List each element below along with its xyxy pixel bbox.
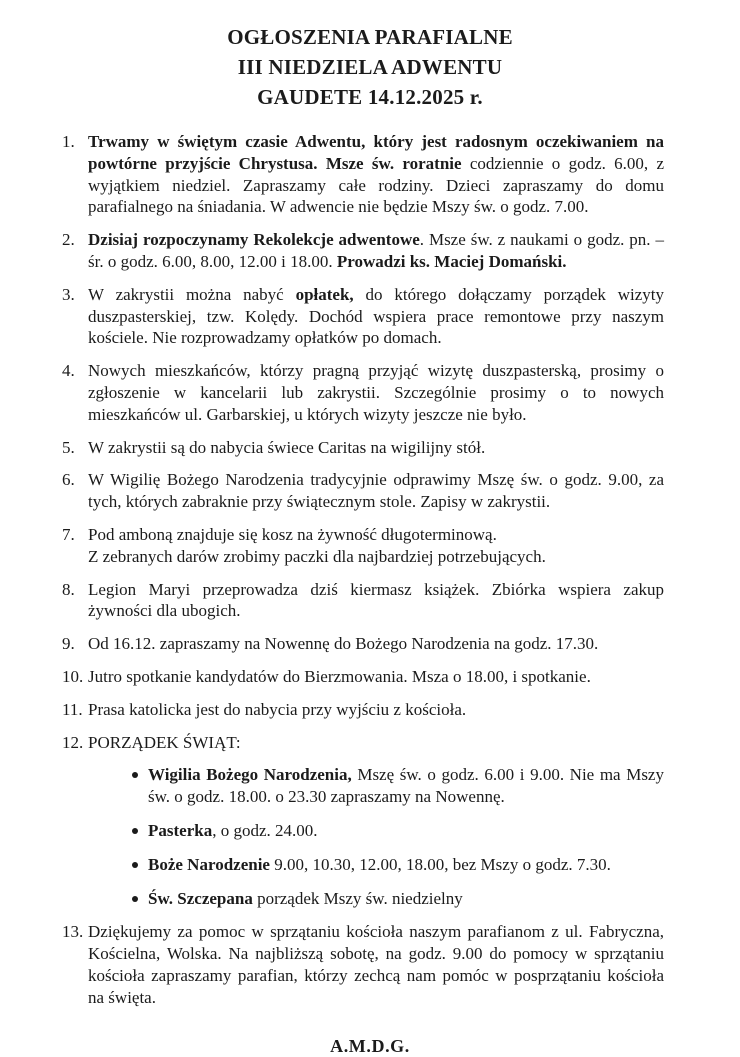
text-segment: Z zebranych darów zrobimy paczki dla najbardziej potrzebujących. xyxy=(88,546,546,566)
announcement-item xyxy=(62,699,664,721)
text-segment: Od 16.12. zapraszamy na Nowennę do Bożego Narodzenia na godz. 17.30. xyxy=(88,634,599,654)
text-segment: W zakrystii można nabyć xyxy=(88,284,296,304)
item-text xyxy=(88,579,664,623)
text-segment: Dziękujemy za pomoc w sprzątaniu kościoła naszym parafianom z ul. Fabryczna, Kościelna, Wolska. Na najbliższą sobotę, na godz. 9.00 do pomocy w sprzątaniu kościoła zapraszamy parafian, którzy zechcą nam pomóc w posprzątaniu kościoła na święta. xyxy=(88,922,664,1007)
text-segment-bold: Boże Narodzenie xyxy=(148,854,270,874)
announcement-item xyxy=(62,469,664,513)
item-number: 3. xyxy=(62,284,75,304)
item-number: 4. xyxy=(62,361,75,381)
announcement-item xyxy=(62,579,664,623)
item-number: 13. xyxy=(62,922,84,942)
bullet-dot-icon xyxy=(131,854,148,876)
item-number: 12. xyxy=(62,732,84,752)
item-number: 8. xyxy=(62,579,75,599)
announcement-list xyxy=(62,131,664,1009)
announcement-item xyxy=(62,437,664,459)
item-number: 9. xyxy=(62,634,75,654)
announcement-item xyxy=(62,732,664,754)
title-line-announcements: OGŁOSZENIA PARAFIALNE xyxy=(227,25,513,49)
footer-amdg: A.M.D.G. xyxy=(330,1035,410,1056)
announcement-item xyxy=(62,633,664,655)
item-number: 6. xyxy=(62,470,75,490)
text-segment: , o godz. 24.00. xyxy=(212,820,318,840)
text-segment: PORZĄDEK ŚWIĄT: xyxy=(88,732,241,752)
announcement-item xyxy=(62,921,664,1008)
item-text xyxy=(88,284,664,349)
holiday-schedule-bullet xyxy=(131,888,664,910)
document-title xyxy=(0,0,740,112)
text-segment: W Wigilię Bożego Narodzenia tradycyjnie odprawimy Mszę św. o godz. 9.00, za tych, których zabraknie przy świątecznym stole. Zapisy w zakrystii. xyxy=(88,470,664,512)
item-number: 5. xyxy=(62,437,75,457)
text-segment-bold: opłatek, xyxy=(295,284,354,304)
item-text xyxy=(88,131,664,218)
holiday-schedule-bullet xyxy=(131,820,664,842)
announcement-item xyxy=(62,284,664,349)
text-segment: W zakrystii są do nabycia świece Caritas na wigilijny stół. xyxy=(88,437,486,457)
announcement-item xyxy=(62,229,664,273)
item-number: 7. xyxy=(62,524,75,544)
text-segment: do którego dołączamy porządek wizyty duszpasterskiej, tzw. Kolędy. Dochód wspiera prace remontowe przy naszym kościele. Nie rozprowadzamy opłatków po domach. xyxy=(88,284,664,348)
text-segment: Nowych mieszkańców, którzy pragną przyjąć wizytę duszpasterską, prosimy o zgłoszenie w kancelarii lub zakrystii. Szczególnie prosimy o to nowych mieszkańców ul. Garbarskiej, u których wizyty jeszcze nie było. xyxy=(88,361,664,424)
item-text xyxy=(88,732,664,754)
item-text xyxy=(88,699,664,721)
announcement-item xyxy=(62,524,664,568)
bullet-dot-icon xyxy=(131,888,148,910)
text-segment-bold: Pasterka xyxy=(148,820,213,840)
bullet-text xyxy=(148,854,664,876)
text-segment: 9.00, 10.30, 12.00, 18.00, bez Mszy o godz. 7.30. xyxy=(269,854,611,874)
bullet-text xyxy=(148,764,664,808)
item-text xyxy=(88,524,664,568)
item-text xyxy=(88,360,664,425)
text-segment-bold: Wigilia Bożego Narodzenia, xyxy=(148,765,352,785)
text-segment-bold: Dzisiaj rozpoczynamy Rekolekcje adwentowe xyxy=(88,230,420,250)
text-segment: porządek Mszy św. niedzielny xyxy=(252,888,463,908)
item-number: 1. xyxy=(62,132,75,151)
item-text xyxy=(88,229,664,273)
bullet-dot-icon xyxy=(131,764,148,808)
item-text xyxy=(88,666,664,688)
text-segment-bold: Trwamy w świętym czasie Adwentu, który jest radosnym oczekiwaniem na powtórne przyjście Chrystusa. Msze św. roratnie xyxy=(88,132,664,173)
holiday-schedule-bullet xyxy=(131,854,664,876)
item-number: 10. xyxy=(62,666,84,686)
item-text xyxy=(88,469,664,513)
announcement-item xyxy=(62,360,664,425)
announcement-item xyxy=(62,131,664,218)
title-line-sunday: III NIEDZIELA ADWENTU xyxy=(237,55,503,79)
text-segment: Pod amboną znajduje się kosz na żywność długoterminową. xyxy=(88,524,497,544)
item-number: 2. xyxy=(62,230,75,250)
bullet-text xyxy=(148,820,664,842)
holiday-schedule-bullet xyxy=(131,764,664,808)
item-number: 11. xyxy=(62,699,83,719)
text-segment: codziennie o godz. 6.00, z wyjątkiem niedziel. Zapraszamy całe rodziny. Dzieci zapraszamy do domu parafialnego na śniadania. W adwencie nie będzie Mszy św. o godz. 7.00. xyxy=(88,153,665,217)
text-segment: Jutro spotkanie kandydatów do Bierzmowania. Msza o 18.00, i spotkanie. xyxy=(88,666,591,686)
item-text xyxy=(88,633,664,655)
text-segment-bold: Św. Szczepana xyxy=(148,888,253,908)
bullet-dot-icon xyxy=(131,820,148,842)
announcement-item xyxy=(62,666,664,688)
text-segment: Mszę św. o godz. 6.00 i 9.00. Nie ma Mszy św. o godz. 18.00. o 23.30 zapraszamy na Nowennę. xyxy=(148,765,664,807)
text-segment: Prasa katolicka jest do nabycia przy wyjściu z kościoła. xyxy=(88,699,467,719)
text-segment: . Msze św. z naukami o godz. pn. – śr. o godz. 6.00, 8.00, 12.00 i 18.00. xyxy=(88,230,664,271)
title-line-date: GAUDETE 14.12.2025 r. xyxy=(257,85,483,109)
text-segment: Legion Maryi przeprowadza dziś kiermasz książek. Zbiórka wspiera zakup żywności dla ubogich. xyxy=(88,579,664,621)
text-segment-bold: Prowadzi ks. Maciej Domański. xyxy=(336,251,567,271)
bullet-text xyxy=(148,888,664,910)
item-text xyxy=(88,437,664,459)
item-text xyxy=(88,921,664,1008)
